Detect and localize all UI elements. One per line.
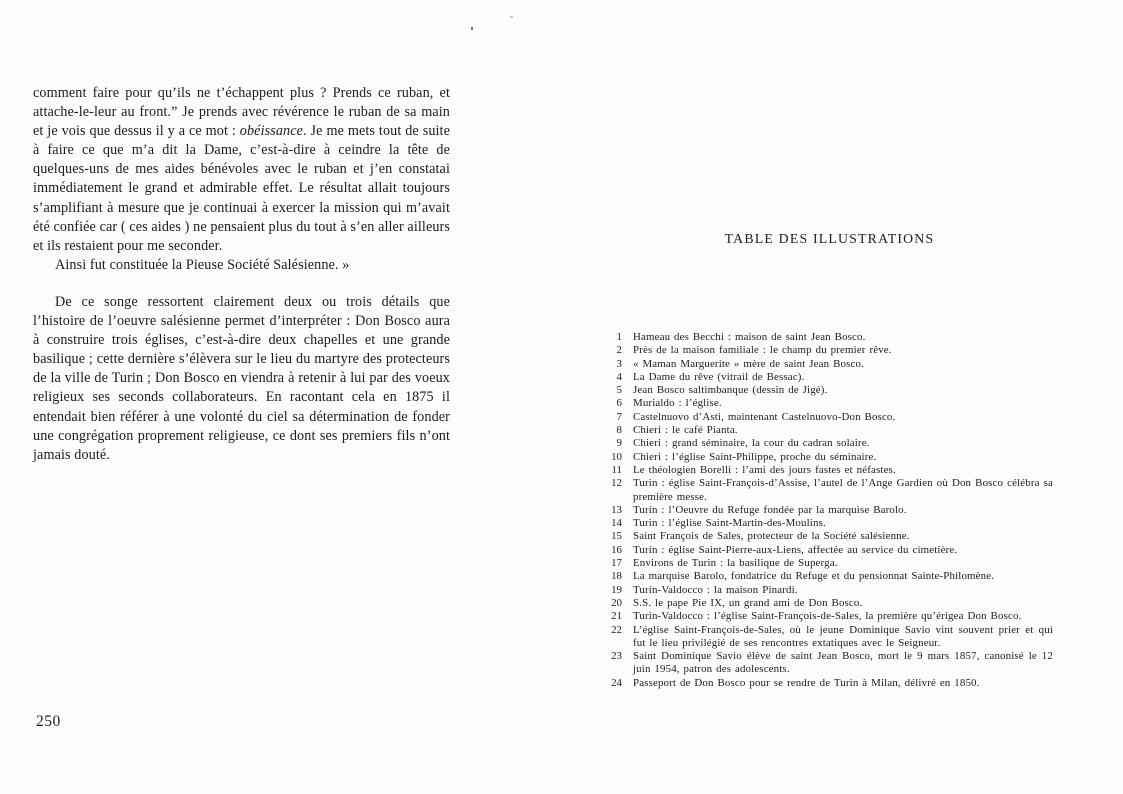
item-number: 14 — [611, 517, 622, 530]
item-text: Turin : l’Oeuvre du Refuge fondée par la marquise Barolo. — [633, 503, 907, 516]
text-run: De ce songe ressortent clairement deux ou trois détails que l’histoire de l’oeuvre salésienne permet d’interpréter : Don Bosco aura à construire trois églises, c’est-à-dire deux chapelles et une grande basilique ; cette dernière s’élèvera sur le lieu du martyre des protecteurs de la ville de Turin ; Don Bosco en viendra à retenir à lui par des voeux religieux ses seconds collaborateurs. En racontant cela en 1875 il entendait bien référer à une volonté du ciel sa détermination de fonder une congrégation proprement religieuse, ce dont ses premiers fils n’ont jamais douté. — [33, 293, 450, 463]
illustrations-list — [606, 331, 1053, 690]
item-number: 4 — [616, 370, 622, 383]
item-number: 22 — [611, 623, 622, 636]
item-text: L’église Saint-François-de-Sales, où le jeune Dominique Savio vint souvent prier et qui fut le lieu privilégié de ses rencontres extatiques avec le Seigneur. — [633, 623, 1053, 649]
item-number: 8 — [616, 424, 622, 437]
item-number: 9 — [616, 437, 622, 450]
illustration-item — [606, 411, 1053, 424]
page-number: 250 — [36, 713, 61, 730]
item-text: Près de la maison familiale : le champ du premier rêve. — [633, 344, 892, 357]
item-number: 6 — [616, 397, 622, 410]
illustration-item — [606, 584, 1053, 597]
illustration-item — [606, 451, 1053, 464]
illustration-item — [606, 610, 1053, 623]
item-number: 15 — [611, 530, 622, 543]
illustration-item — [606, 570, 1053, 583]
item-text: Passeport de Don Bosco pour se rendre de Turin à Milan, délivré en 1850. — [633, 676, 980, 689]
item-number: 23 — [611, 650, 622, 663]
item-number: 10 — [611, 450, 622, 463]
italic-run: obéissance — [239, 123, 304, 140]
illustration-item — [606, 371, 1053, 384]
illustration-item — [606, 397, 1053, 410]
paragraph — [33, 84, 450, 256]
item-text: La marquise Barolo, fondatrice du Refuge et du pensionnat Sainte-Philomène. — [633, 570, 995, 583]
illustration-item — [606, 358, 1053, 371]
item-text: Jean Bosco saltimbanque (dessin de Jigé). — [633, 384, 828, 397]
item-text: Murialdo : l’église. — [633, 397, 722, 410]
text-run: . Je me mets tout de suite à faire ce que m’a dit la Dame, c’est-à-dire à ceindre la tête de quelques-uns de mes aides bénévoles avec le ruban et j’en constatai immédiatement le grand et admirable effet. Le résultat allait toujours s’amplifiant à mesure que je continuai à exercer la mission qui m’avait été confiée car ( ces aides ) ne pensaient plus du tout à s’en aller ailleurs et ils restaient pour me seconder. — [33, 123, 450, 254]
item-text: Castelnuovo d’Asti, maintenant Castelnuovo-Don Bosco. — [633, 410, 896, 423]
illustration-item — [606, 477, 1053, 504]
item-text: Hameau des Becchi : maison de saint Jean Bosco. — [633, 331, 866, 343]
item-text: S.S. le pape Pie IX, un grand ami de Don Bosco. — [633, 596, 863, 609]
paragraph — [33, 256, 450, 275]
illustration-item — [606, 464, 1053, 477]
illustration-item — [606, 384, 1053, 397]
item-text: Chieri : grand séminaire, la cour du cadran solaire. — [633, 437, 870, 450]
illustration-item — [606, 557, 1053, 570]
item-number: 3 — [616, 357, 622, 370]
item-number: 2 — [616, 344, 622, 357]
text-run: comment faire pour qu’ils ne t’échappent plus ? Prends ce ruban, et attache-le-leur au front.” Je prends avec révérence le ruban de sa main et je vois que dessus il y a ce mot : — [33, 85, 450, 140]
item-text: « Maman Marguerite » mère de saint Jean Bosco. — [633, 357, 864, 370]
illustration-item — [606, 597, 1053, 610]
item-text: Turin-Valdocco : la maison Pinardi. — [633, 583, 798, 596]
illustrations-heading: TABLE DES ILLUSTRATIONS — [724, 231, 935, 246]
illustration-item — [606, 624, 1053, 651]
item-number: 12 — [611, 477, 622, 490]
left-text-block — [33, 84, 450, 465]
dust-speck — [510, 16, 513, 18]
item-number: 7 — [616, 410, 622, 423]
item-text: Le théologien Borelli : l’ami des jours fastes et néfastes. — [633, 463, 896, 476]
item-number: 20 — [611, 596, 622, 609]
illustration-item — [606, 650, 1053, 677]
item-text: Turin-Valdocco : l’église Saint-François-de-Sales, la première qu’érigea Don Bosco. — [633, 610, 1022, 623]
dust-speck — [471, 27, 473, 30]
item-text: Turin : église Saint-François-d’Assise, l’autel de l’Ange Gardien où Don Bosco célébra sa première messe. — [633, 477, 1053, 503]
illustration-item — [606, 437, 1053, 450]
item-number: 24 — [611, 676, 622, 689]
item-number: 13 — [611, 503, 622, 516]
item-number: 18 — [611, 570, 622, 583]
illustration-item — [606, 331, 1053, 344]
illustration-item — [606, 530, 1053, 543]
item-number: 1 — [616, 331, 622, 343]
item-text: Turin : église Saint-Pierre-aux-Liens, affectée au service du cimetière. — [633, 543, 958, 556]
text-run: Ainsi fut constituée la Pieuse Société Salésienne. » — [55, 256, 350, 273]
item-text: Environs de Turin : la basilique de Superga. — [633, 557, 838, 570]
item-text: Turin : l’église Saint-Martin-des-Moulins. — [633, 517, 826, 530]
item-number: 5 — [616, 384, 622, 397]
item-number: 11 — [611, 463, 622, 476]
item-number: 16 — [611, 543, 622, 556]
item-text: Chieri : l’église Saint-Philippe, proche du séminaire. — [633, 450, 877, 463]
item-number: 17 — [611, 557, 622, 570]
illustration-item — [606, 344, 1053, 357]
paragraph — [33, 293, 450, 465]
illustration-item — [606, 424, 1053, 437]
item-text: Saint Dominique Savio élève de saint Jean Bosco, mort le 9 mars 1857, canonisé le 12 juin 1954, patron des adolescents. — [633, 650, 1053, 676]
illustration-item — [606, 677, 1053, 690]
item-number: 21 — [611, 610, 622, 623]
illustration-item — [606, 504, 1053, 517]
item-number: 19 — [611, 583, 622, 596]
item-text: Chieri : le café Pianta. — [633, 424, 738, 437]
illustration-item — [606, 517, 1053, 530]
item-text: La Dame du rêve (vitrail de Bessac). — [633, 370, 805, 383]
illustration-item — [606, 544, 1053, 557]
item-text: Saint François de Sales, protecteur de la Société salésienne. — [633, 530, 910, 543]
